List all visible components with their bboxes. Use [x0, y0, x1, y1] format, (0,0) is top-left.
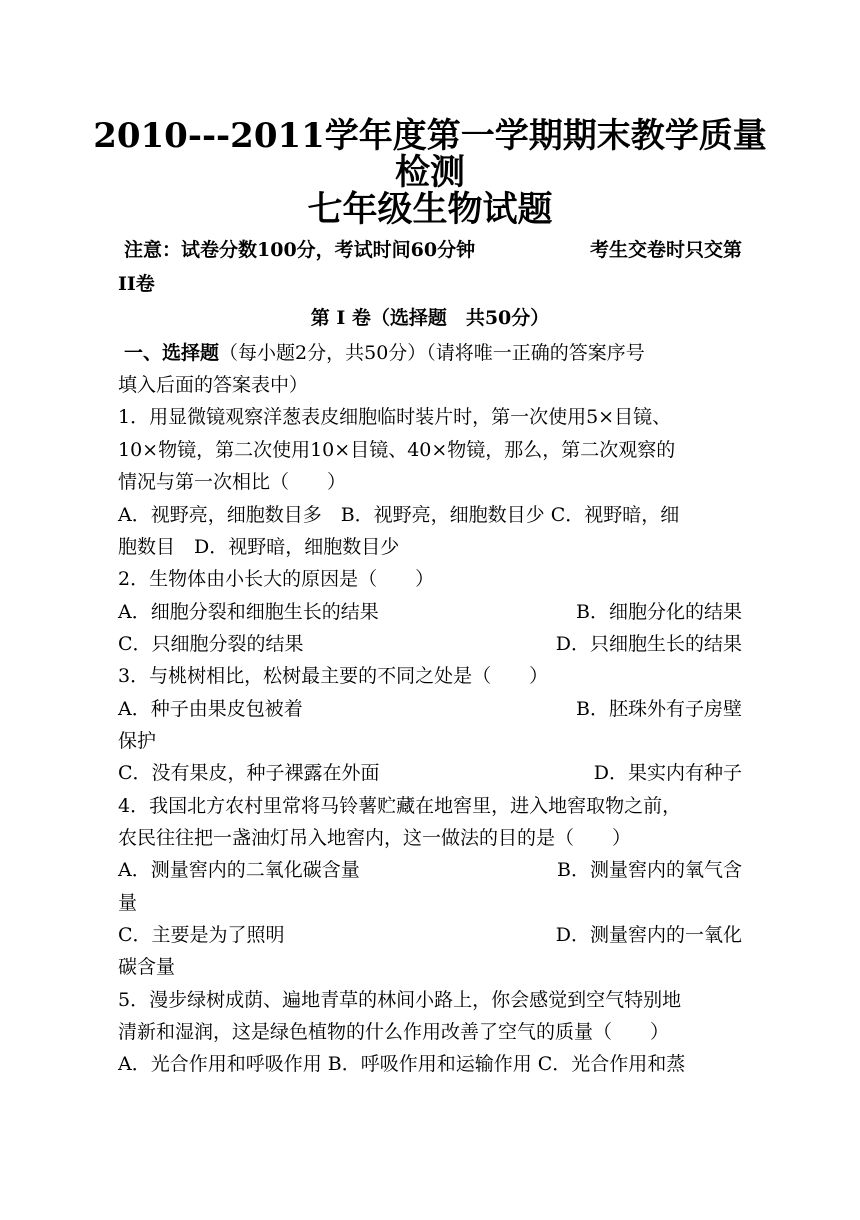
question-4-option-b: B．测量窖内的氧气含 — [557, 859, 742, 881]
question-1-options: A．视野亮，细胞数目多 B．视野亮，细胞数目少 C．视野暗，细 — [118, 504, 680, 526]
question-1-options-cont: 胞数目 D．视野暗，细胞数目少 — [118, 536, 400, 558]
question-2-option-a: A．细胞分裂和细胞生长的结果 — [118, 601, 379, 623]
question-4-option-c: C．主要是为了照明 — [118, 924, 285, 946]
exam-title-line1: 2010---2011学年度第一学期期末教学质量 — [93, 116, 767, 156]
question-4-option-d-cont: 碳含量 — [118, 956, 176, 978]
question-3-option-d: D．果实内有种子 — [593, 762, 742, 784]
part1-instructions: （每小题2分，共50分）（请将唯一正确的答案序号 — [219, 342, 645, 364]
part1-instructions-cont: 填入后面的答案表中） — [118, 374, 309, 396]
part1-label: 一、选择题 — [124, 342, 220, 364]
question-3-option-c: C．没有果皮，种子裸露在外面 — [118, 762, 380, 784]
question-1-line2: 10×物镜，第二次使用10×目镜、40×物镜，那么，第二次观察的 — [118, 439, 676, 461]
question-1-line3: 情况与第一次相比（ ） — [118, 471, 347, 493]
question-5-line1: 5．漫步绿树成荫、遍地青草的林间小路上，你会感觉到空气特别地 — [118, 989, 682, 1011]
question-5-line2: 清新和湿润，这是绿色植物的什么作用改善了空气的质量（ ） — [118, 1021, 670, 1043]
question-4-line2: 农民往往把一盏油灯吊入地窖内，这一做法的目的是（ ） — [118, 827, 632, 849]
exam-note-left: 注意：试卷分数100分，考试时间60分钟 — [124, 239, 476, 261]
question-4-option-b-cont: 量 — [118, 892, 138, 914]
question-1-line1: 1．用显微镜观察洋葱表皮细胞临时装片时，第一次使用5×目镜、 — [118, 406, 672, 428]
question-5-options: A．光合作用和呼吸作用 B．呼吸作用和运输作用 C．光合作用和蒸 — [118, 1053, 686, 1075]
question-2-option-b: B．细胞分化的结果 — [576, 601, 742, 623]
exam-title-line2: 检测 — [394, 152, 465, 193]
exam-note-cont: II卷 — [118, 273, 155, 295]
question-2-stem: 2．生物体由小长大的原因是（ ） — [118, 568, 435, 590]
question-4-line1: 4．我国北方农村里常将马铃薯贮藏在地窖里，进入地窖取物之前， — [118, 795, 682, 817]
question-2-option-d: D．只细胞生长的结果 — [555, 633, 742, 655]
exam-note-right: 考生交卷时只交第 — [589, 239, 742, 261]
exam-title-line3: 七年级生物试题 — [307, 189, 553, 230]
question-4-option-d: D．测量窖内的一氧化 — [555, 924, 742, 946]
section-header: 第 I 卷（选择题 共50分） — [310, 307, 550, 329]
question-4-option-a: A．测量窖内的二氧化碳含量 — [118, 859, 360, 881]
question-3-option-b: B．胚珠外有子房壁 — [576, 698, 742, 720]
question-3-stem: 3．与桃树相比，松树最主要的不同之处是（ ） — [118, 665, 549, 687]
question-3-option-a: A．种子由果皮包被着 — [118, 698, 303, 720]
question-3-option-b-cont: 保护 — [118, 730, 157, 752]
question-2-option-c: C．只细胞分裂的结果 — [118, 633, 304, 655]
part1-heading — [124, 341, 645, 365]
